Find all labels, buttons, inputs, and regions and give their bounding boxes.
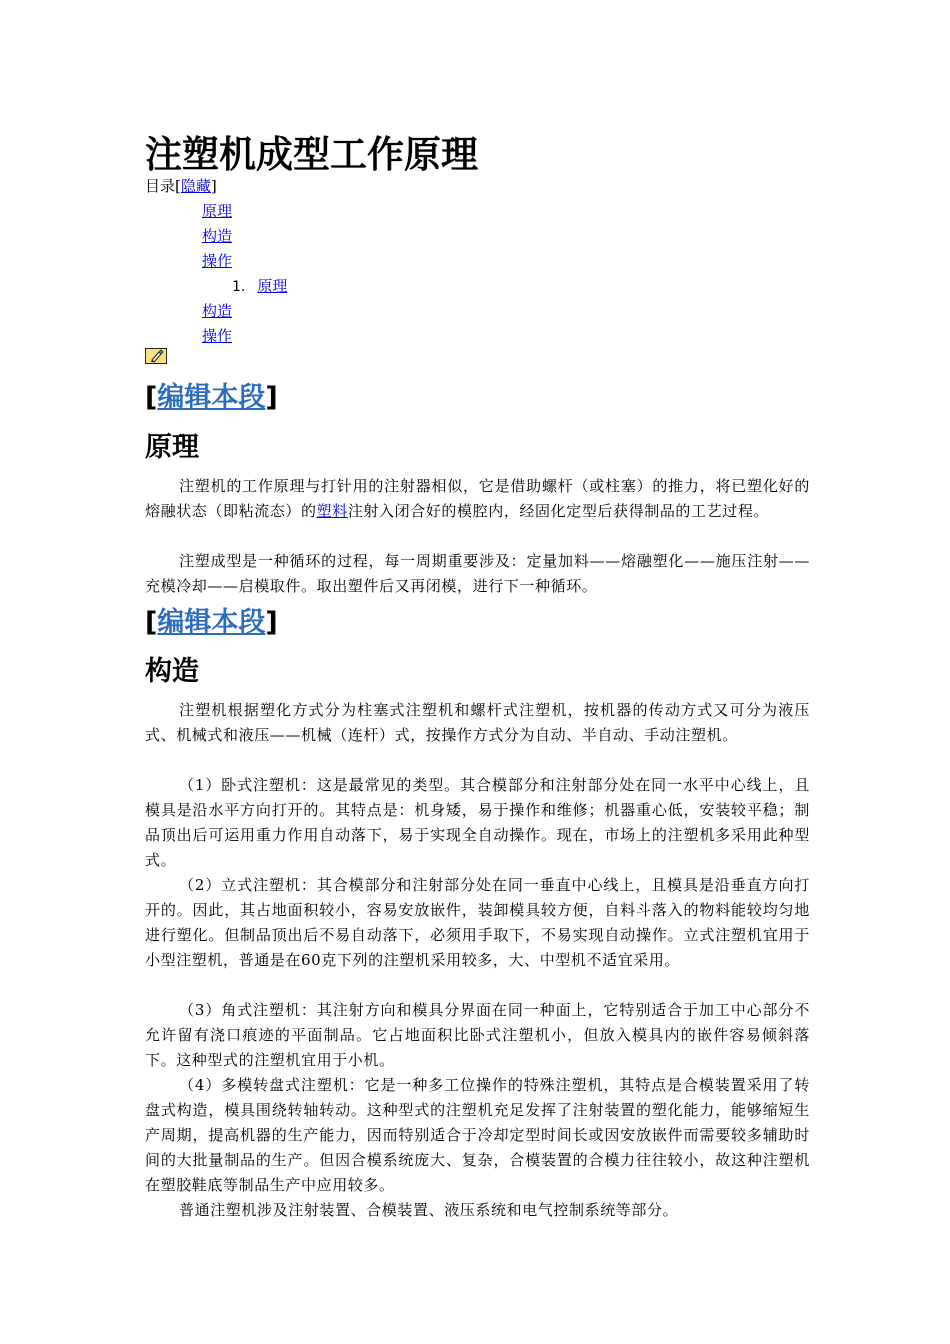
edit-open-bracket: [ (145, 607, 158, 638)
edit-pencil-icon[interactable] (145, 348, 167, 364)
structure-paragraph-4: （3）角式注塑机：其注射方向和模具分界面在同一种面上，它特别适合于加工中心部分不允许留有浇口痕迹的平面制品。它占地面积比卧式注塑机小，但放入模具内的嵌件容易倾斜落下。这种型式的注塑机宜用于小机。 (145, 1001, 810, 1069)
edit-close-bracket: ] (265, 382, 278, 413)
principle-paragraph-2: 注塑成型是一种循环的过程，每一周期重要涉及：定量加料——熔融塑化——施压注射——充模冷却——启模取件。取出塑件后又再闭模，进行下一种循环。 (145, 552, 810, 595)
page-title: 注塑机成型工作原理 (145, 133, 478, 176)
edit-open-bracket: [ (145, 382, 158, 413)
toc-header (145, 176, 217, 196)
structure-paragraph-5: （4）多模转盘式注塑机：它是一种多工位操作的特殊注塑机，其特点是合模装置采用了转盘式构造，模具围绕转轴转动。这种型式的注塑机充足发挥了注射装置的塑化能力，能够缩短生产周期，提高机器的生产能力，因而特别适合于冷却定型时间长或因安放嵌件而需要较多辅助时间的大批量制品的生产。但因合模系统庞大、复杂，合模装置的合模力往往较小，故这种注塑机在塑胶鞋底等制品生产中应用较多。 (145, 1076, 810, 1194)
toc-link-principle[interactable]: 原理 (202, 202, 233, 220)
principle-p1-text-b: 注射入闭合好的模腔内，经固化定型后获得制品的工艺过程。 (347, 502, 770, 520)
toc-numbered-item[interactable] (232, 276, 287, 297)
toc-link-structure-2[interactable]: 构造 (202, 302, 233, 320)
toc-link-operation[interactable]: 操作 (202, 252, 233, 270)
edit-section-anchor-2[interactable]: 编辑本段 (157, 607, 266, 638)
toc-item-structure[interactable] (202, 226, 232, 246)
toc-close-bracket: ] (210, 177, 217, 195)
section-title-structure: 构造 (145, 656, 199, 687)
structure-paragraph-3: （2）立式注塑机：其合模部分和注射部分处在同一垂直中心线上，且模具是沿垂直方向打开的。因此，其占地面积较小，容易安放嵌件，装卸模具较方便，自料斗落入的物料能较均匀地进行塑化。但制品顶出后不易自动落下，必须用手取下，不易实现自动操作。立式注塑机宜用于小型注塑机，普通是在60克下列的注塑机采用较多，大、中型机不适宜采用。 (145, 876, 810, 969)
toc-link-structure[interactable]: 构造 (202, 227, 233, 245)
edit-section-anchor-1[interactable]: 编辑本段 (157, 382, 266, 413)
toc-item-operation[interactable] (202, 251, 232, 271)
toc-numbered-link[interactable]: 原理 (257, 277, 288, 295)
plastic-link[interactable]: 塑料 (316, 502, 348, 520)
structure-paragraph-6: 普通注塑机涉及注射装置、合模装置、液压系统和电气控制系统等部分。 (179, 1201, 679, 1219)
principle-paragraph-1 (145, 474, 810, 524)
toc-item-principle[interactable] (202, 201, 232, 221)
structure-paragraph-2: （1）卧式注塑机：这是最常见的类型。其合模部分和注射部分处在同一水平中心线上，且模具是沿水平方向打开的。其特点是：机身矮，易于操作和维修；机器重心低，安装较平稳；制品顶出后可运用重力作用自动落下，易于实现全自动操作。现在，市场上的注塑机多采用此种型式。 (145, 776, 810, 869)
edit-close-bracket: ] (265, 607, 278, 638)
principle-p1-text-a: 注塑机的工作原理与打针用的注射器相似，它是借助螺杆（或柱塞）的推力，将已塑化好的熔融状态（即粘流态）的 (145, 477, 810, 520)
edit-section-link-2[interactable] (145, 606, 278, 640)
toc-number: 1. (232, 279, 246, 295)
structure-paragraph-1: 注塑机根据塑化方式分为柱塞式注塑机和螺杆式注塑机，按机器的传动方式又可分为液压式、机械式和液压——机械（连杆）式，按操作方式分为自动、半自动、手动注塑机。 (145, 701, 810, 744)
toc-item-structure-2[interactable] (202, 301, 232, 321)
section-title-principle: 原理 (145, 432, 199, 463)
toc-link-operation-2[interactable]: 操作 (202, 327, 233, 345)
edit-section-link-1[interactable] (145, 381, 278, 415)
toc-hide-link[interactable]: 隐藏 (180, 177, 211, 195)
toc-label: 目录[ (145, 177, 181, 195)
toc-item-operation-2[interactable] (202, 326, 232, 346)
